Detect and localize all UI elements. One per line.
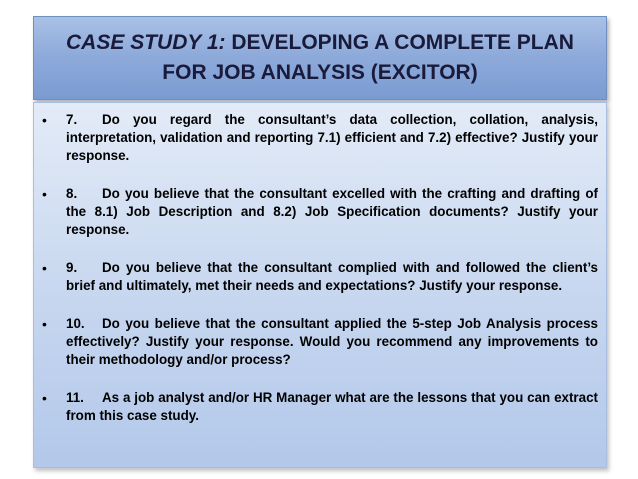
question-body: As a job analyst and/or HR Manager what are the lessons that you can extract from this case study. bbox=[66, 390, 598, 423]
question-text bbox=[66, 315, 598, 369]
question-text bbox=[66, 259, 598, 295]
question-text bbox=[66, 185, 598, 239]
question-number: 8. bbox=[66, 186, 78, 201]
question-item bbox=[40, 315, 598, 369]
bullet-icon: • bbox=[42, 186, 47, 202]
question-number: 9. bbox=[66, 260, 78, 275]
question-item bbox=[40, 259, 598, 295]
question-number: 10. bbox=[66, 316, 85, 331]
title-line-1 bbox=[66, 28, 574, 58]
title-line-2: FOR JOB ANALYSIS (EXCITOR) bbox=[162, 61, 478, 84]
question-item bbox=[40, 389, 598, 425]
bullet-icon: • bbox=[42, 316, 47, 332]
question-item bbox=[40, 185, 598, 239]
question-text bbox=[66, 111, 598, 165]
bullet-icon: • bbox=[42, 390, 47, 406]
question-body: Do you believe that the consultant complied with and followed the client’s brief and ultimately, met their needs and expectations? Justify your response. bbox=[66, 260, 598, 293]
content-box bbox=[33, 102, 607, 468]
question-number: 7. bbox=[66, 112, 78, 127]
title-case-study-label: CASE STUDY 1: bbox=[66, 31, 226, 54]
question-body: Do you believe that the consultant applied the 5-step Job Analysis process effectively? Justify your response. Would you recommend any improvements to their methodology and/or process? bbox=[66, 316, 598, 367]
bullet-icon: • bbox=[42, 112, 47, 128]
slide-title-box bbox=[33, 16, 607, 100]
title-line-1-text: DEVELOPING A COMPLETE PLAN bbox=[225, 31, 574, 54]
bullet-icon: • bbox=[42, 260, 47, 276]
question-body: Do you regard the consultant’s data collection, collation, analysis, interpretation, validation and reporting 7.1) efficient and 7.2) effective? Justify your response. bbox=[66, 112, 598, 163]
question-number: 11. bbox=[66, 390, 84, 405]
question-text bbox=[66, 389, 598, 425]
question-body: Do you believe that the consultant excelled with the crafting and drafting of the 8.1) Job Description and 8.2) Job Specification documents? Justify your response. bbox=[66, 186, 598, 237]
question-item bbox=[40, 111, 598, 165]
